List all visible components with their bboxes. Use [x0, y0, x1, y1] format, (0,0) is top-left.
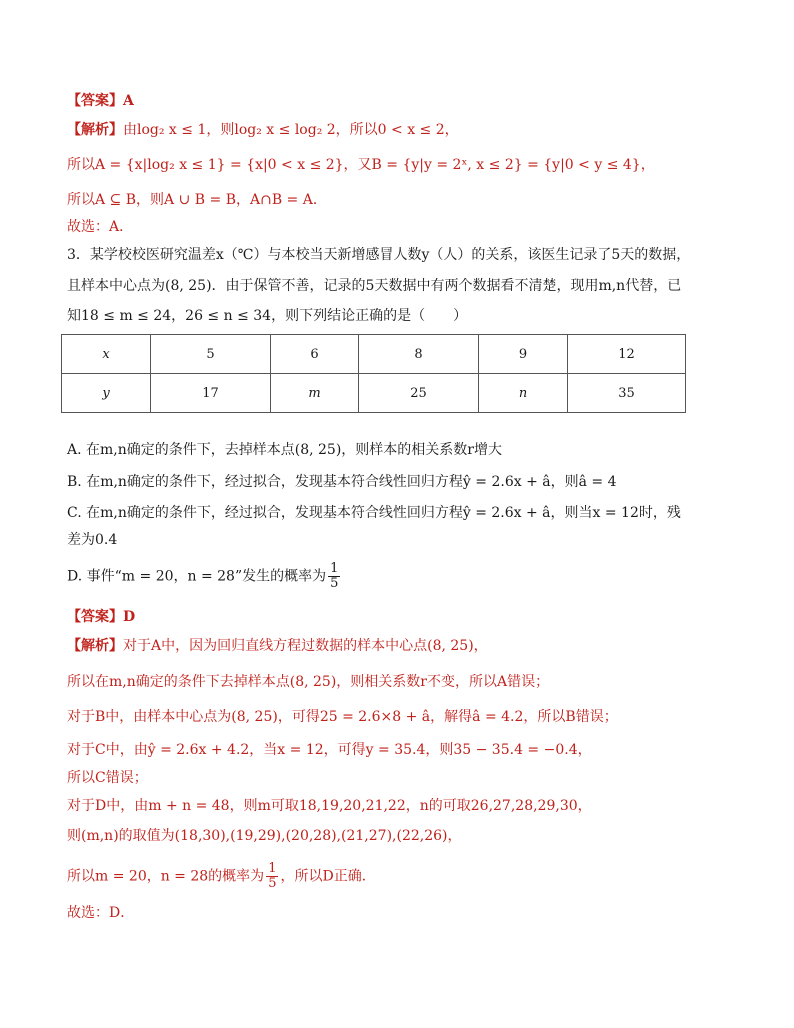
- table-cell: 17: [151, 374, 271, 413]
- table-cell: 9: [479, 335, 568, 374]
- data-table: [61, 334, 686, 413]
- problem-stem-line-3: 知18 ≤ m ≤ 24，26 ≤ n ≤ 34，则下列结论正确的是（ ）: [67, 308, 468, 324]
- answer-label: 【答案】: [67, 609, 123, 625]
- fraction-numerator: 1: [330, 561, 339, 576]
- analysis-line-p3-2: 所以在m,n确定的条件下去掉样本点(8, 25)，则相关系数r不变，所以A错误；: [67, 674, 550, 690]
- analysis-text: 所以m = 20，n = 28的概率为: [67, 868, 265, 885]
- analysis-text: ，所以D正确．: [280, 868, 376, 885]
- option-d-text: D. 事件“m = 20，n = 28”发生的概率为: [67, 568, 327, 585]
- analysis-line-p2-1: [67, 120, 459, 140]
- answer-line-p3: [67, 607, 135, 627]
- option-c-line-1: C. 在m,n确定的条件下，经过拟合，发现基本符合线性回归方程ŷ = 2.6x + â，则当x = 12时，残: [67, 505, 681, 521]
- answer-value: D: [123, 609, 136, 625]
- table-cell: n: [479, 374, 568, 413]
- analysis-text: 对于A中，因为回归直线方程过数据的样本中心点(8, 25)，: [123, 638, 488, 654]
- fraction-denominator: 5: [268, 876, 277, 891]
- analysis-line-p3-1: [67, 636, 488, 656]
- option-b: B. 在m,n确定的条件下，经过拟合，发现基本符合线性回归方程ŷ = 2.6x + â，则â = 4: [67, 474, 617, 490]
- table-cell: 12: [568, 335, 686, 374]
- table-cell: 5: [151, 335, 271, 374]
- analysis-text: 由log₂ x ≤ 1，则log₂ x ≤ log₂ 2，所以0 < x ≤ 2，: [123, 122, 459, 138]
- analysis-line-p2-3: 所以A ⊆ B，则A ∪ B = B，A∩B = A．: [67, 192, 327, 208]
- option-a: A. 在m,n确定的条件下，去掉样本点(8, 25)，则样本的相关系数r增大: [67, 442, 502, 458]
- table-row-y: [62, 374, 686, 413]
- fraction-denominator: 5: [330, 576, 339, 591]
- problem-stem-line-2: 且样本中心点为(8, 25)．由于保管不善，记录的5天数据中有两个数据看不清楚，现用m,n代替，已: [67, 278, 682, 294]
- answer-label: 【答案】: [67, 93, 123, 109]
- analysis-label: 【解析】: [67, 122, 123, 138]
- fraction: [328, 562, 340, 591]
- analysis-label: 【解析】: [67, 638, 123, 654]
- analysis-line-p3-4: 对于C中，由ŷ = 2.6x + 4.2，当x = 12，可得y = 35.4，则35 − 35.4 = −0.4，: [67, 742, 592, 758]
- analysis-line-p3-5: 所以C错误；: [67, 770, 148, 786]
- table-cell: x: [62, 335, 151, 374]
- conclusion-line-p2: 故选：A．: [67, 219, 134, 235]
- table-cell: 35: [568, 374, 686, 413]
- table-cell: 8: [359, 335, 479, 374]
- table-cell: m: [271, 374, 359, 413]
- analysis-line-p3-3: 对于B中，由样本中心点为(8, 25)，可得25 = 2.6×8 + â，解得â = 4.2，所以B错误；: [67, 709, 618, 725]
- answer-line-p2: [67, 91, 134, 111]
- conclusion-line-p3: 故选：D．: [67, 905, 135, 921]
- option-c-line-2: 差为0.4: [67, 532, 118, 548]
- analysis-line-p2-2: 所以A = {x|log₂ x ≤ 1} = {x|0 < x ≤ 2}，又B = {y|y = 2ˣ, x ≤ 2} = {y|0 < y ≤ 4}，: [67, 157, 655, 173]
- problem-stem-line-1: 3．某学校校医研究温差x（℃）与本校当天新增感冒人数y（人）的关系，该医生记录了5天的数据，: [67, 247, 691, 263]
- table-cell: y: [62, 374, 151, 413]
- table-cell: 25: [359, 374, 479, 413]
- analysis-line-p3-8: [67, 862, 376, 891]
- table-row-x: [62, 335, 686, 374]
- table-cell: 6: [271, 335, 359, 374]
- analysis-line-p3-6: 对于D中，由m + n = 48，则m可取18,19,20,21,22，n的可取26,27,28,29,30，: [67, 798, 592, 814]
- analysis-line-p3-7: 则(m,n)的取值为(18,30),(19,29),(20,28),(21,27),(22,26)，: [67, 828, 462, 844]
- option-d: [67, 562, 342, 591]
- answer-value: A: [123, 93, 134, 109]
- fraction-numerator: 1: [268, 861, 277, 876]
- fraction: [266, 862, 278, 891]
